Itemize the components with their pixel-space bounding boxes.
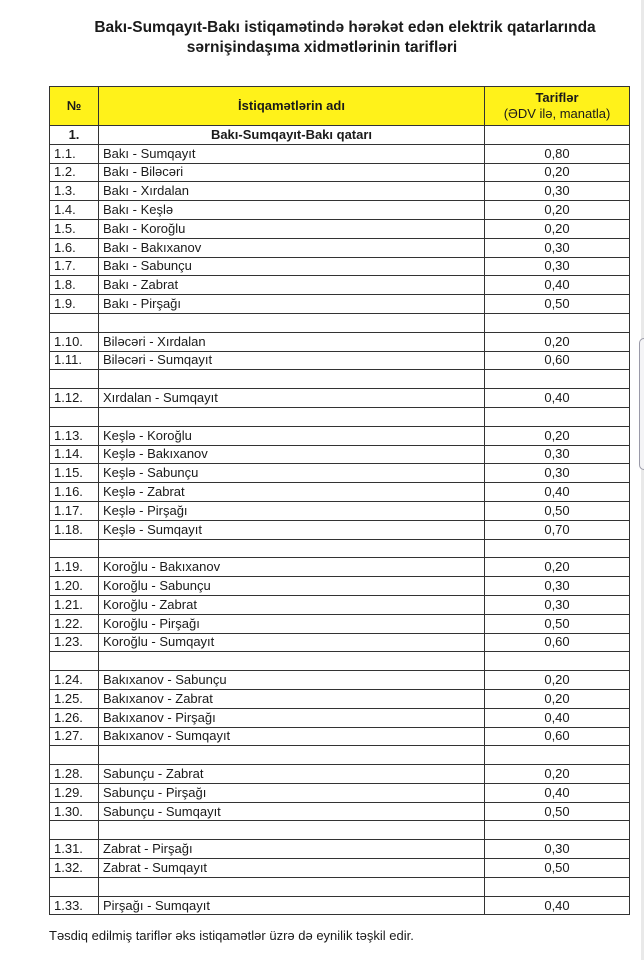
spacer-cell bbox=[485, 313, 630, 332]
route-name: Biləcəri - Sumqayıt bbox=[99, 351, 485, 370]
route-name: Koroğlu - Bakıxanov bbox=[99, 558, 485, 577]
spacer-row bbox=[50, 539, 630, 558]
table-row bbox=[50, 257, 630, 276]
table-row bbox=[50, 426, 630, 445]
route-name: Bakıxanov - Sumqayıt bbox=[99, 727, 485, 746]
spacer-cell bbox=[485, 746, 630, 765]
tariff-price: 0,50 bbox=[485, 295, 630, 314]
row-number: 1.1. bbox=[50, 144, 99, 163]
table-row bbox=[50, 351, 630, 370]
table-row bbox=[50, 219, 630, 238]
table-row bbox=[50, 840, 630, 859]
table-row bbox=[50, 483, 630, 502]
table-row bbox=[50, 783, 630, 802]
row-number: 1.14. bbox=[50, 445, 99, 464]
table-row bbox=[50, 671, 630, 690]
table-row bbox=[50, 295, 630, 314]
tariff-price: 0,60 bbox=[485, 351, 630, 370]
tariff-price: 0,30 bbox=[485, 182, 630, 201]
table-row bbox=[50, 276, 630, 295]
row-number: 1.26. bbox=[50, 708, 99, 727]
route-name: Pirşağı - Sumqayıt bbox=[99, 896, 485, 915]
spacer-row bbox=[50, 746, 630, 765]
spacer-row bbox=[50, 370, 630, 389]
route-name: Bakıxanov - Pirşağı bbox=[99, 708, 485, 727]
spacer-cell bbox=[50, 746, 99, 765]
route-name: Bakı - Zabrat bbox=[99, 276, 485, 295]
spacer-cell bbox=[50, 407, 99, 426]
tariff-price: 0,30 bbox=[485, 464, 630, 483]
row-number: 1.20. bbox=[50, 577, 99, 596]
tariff-price: 0,70 bbox=[485, 520, 630, 539]
table-row bbox=[50, 802, 630, 821]
table-row bbox=[50, 558, 630, 577]
table-header-row bbox=[50, 87, 630, 126]
table-row bbox=[50, 445, 630, 464]
tariff-price: 0,30 bbox=[485, 238, 630, 257]
footnote: Təsdiq edilmiş tariflər əks istiqamətlər üzrə də eynilik təşkil edir. bbox=[49, 928, 414, 943]
table-row bbox=[50, 238, 630, 257]
spacer-cell bbox=[99, 821, 485, 840]
header-price bbox=[485, 87, 630, 126]
row-number: 1.3. bbox=[50, 182, 99, 201]
row-number: 1.22. bbox=[50, 614, 99, 633]
tariff-price: 0,30 bbox=[485, 840, 630, 859]
row-number: 1.15. bbox=[50, 464, 99, 483]
tariff-price: 0,20 bbox=[485, 163, 630, 182]
spacer-row bbox=[50, 313, 630, 332]
route-name: Koroğlu - Pirşağı bbox=[99, 614, 485, 633]
spacer-cell bbox=[50, 370, 99, 389]
table-row bbox=[50, 765, 630, 784]
spacer-row bbox=[50, 877, 630, 896]
route-name: Bakı - Keşlə bbox=[99, 201, 485, 220]
route-name: Keşlə - Pirşağı bbox=[99, 501, 485, 520]
tariff-price: 0,60 bbox=[485, 727, 630, 746]
route-name: Biləcəri - Xırdalan bbox=[99, 332, 485, 351]
spacer-cell bbox=[50, 652, 99, 671]
header-price-title: Tariflər bbox=[535, 90, 579, 105]
route-name: Keşlə - Bakıxanov bbox=[99, 445, 485, 464]
row-number: 1.27. bbox=[50, 727, 99, 746]
page-title bbox=[0, 18, 644, 58]
spacer-cell bbox=[50, 313, 99, 332]
table-row bbox=[50, 577, 630, 596]
tariff-table bbox=[49, 86, 630, 915]
spacer-cell bbox=[50, 539, 99, 558]
tariff-price: 0,40 bbox=[485, 896, 630, 915]
scroll-handle[interactable] bbox=[639, 338, 644, 470]
table-row bbox=[50, 689, 630, 708]
section-row bbox=[50, 126, 630, 145]
table-row bbox=[50, 464, 630, 483]
table-row bbox=[50, 389, 630, 408]
spacer-row bbox=[50, 652, 630, 671]
route-name: Keşlə - Sabunçu bbox=[99, 464, 485, 483]
tariff-price: 0,40 bbox=[485, 276, 630, 295]
route-name: Bakı - Sabunçu bbox=[99, 257, 485, 276]
route-name: Koroğlu - Sumqayıt bbox=[99, 633, 485, 652]
route-name: Bakı - Bakıxanov bbox=[99, 238, 485, 257]
tariff-price: 0,40 bbox=[485, 389, 630, 408]
row-number: 1.8. bbox=[50, 276, 99, 295]
row-number: 1.13. bbox=[50, 426, 99, 445]
tariff-price: 0,20 bbox=[485, 765, 630, 784]
tariff-price: 0,30 bbox=[485, 577, 630, 596]
row-number: 1.11. bbox=[50, 351, 99, 370]
spacer-cell bbox=[485, 370, 630, 389]
row-number: 1.19. bbox=[50, 558, 99, 577]
tariff-price: 0,80 bbox=[485, 144, 630, 163]
table-row bbox=[50, 201, 630, 220]
spacer-cell bbox=[99, 746, 485, 765]
row-number: 1.29. bbox=[50, 783, 99, 802]
table-row bbox=[50, 182, 630, 201]
section-price-cell bbox=[485, 126, 630, 145]
route-name: Bakıxanov - Zabrat bbox=[99, 689, 485, 708]
row-number: 1.12. bbox=[50, 389, 99, 408]
table-row bbox=[50, 332, 630, 351]
route-name: Keşlə - Zabrat bbox=[99, 483, 485, 502]
header-route-name: İstiqamətlərin adı bbox=[99, 87, 485, 126]
tariff-price: 0,50 bbox=[485, 859, 630, 878]
spacer-cell bbox=[485, 652, 630, 671]
route-name: Bakı - Koroğlu bbox=[99, 219, 485, 238]
route-name: Bakı - Pirşağı bbox=[99, 295, 485, 314]
tariff-price: 0,50 bbox=[485, 802, 630, 821]
tariff-price: 0,30 bbox=[485, 257, 630, 276]
row-number: 1.28. bbox=[50, 765, 99, 784]
row-number: 1.21. bbox=[50, 595, 99, 614]
row-number: 1.33. bbox=[50, 896, 99, 915]
row-number: 1.23. bbox=[50, 633, 99, 652]
table-row bbox=[50, 633, 630, 652]
table-row bbox=[50, 727, 630, 746]
tariff-price: 0,30 bbox=[485, 445, 630, 464]
tariff-price: 0,20 bbox=[485, 558, 630, 577]
route-name: Zabrat - Pirşağı bbox=[99, 840, 485, 859]
header-no: № bbox=[50, 87, 99, 126]
row-number: 1.31. bbox=[50, 840, 99, 859]
title-line-1: Bakı-Sumqayıt-Bakı istiqamətində hərəkət edən elektrik qatarlarında bbox=[94, 19, 596, 36]
table-row bbox=[50, 520, 630, 539]
tariff-price: 0,40 bbox=[485, 483, 630, 502]
spacer-cell bbox=[99, 313, 485, 332]
table-row bbox=[50, 614, 630, 633]
route-name: Sabunçu - Sumqayıt bbox=[99, 802, 485, 821]
route-name: Koroğlu - Sabunçu bbox=[99, 577, 485, 596]
spacer-cell bbox=[99, 877, 485, 896]
table-row bbox=[50, 501, 630, 520]
tariff-price: 0,60 bbox=[485, 633, 630, 652]
tariff-price: 0,20 bbox=[485, 426, 630, 445]
row-number: 1.7. bbox=[50, 257, 99, 276]
table-row bbox=[50, 859, 630, 878]
row-number: 1.6. bbox=[50, 238, 99, 257]
route-name: Bakıxanov - Sabunçu bbox=[99, 671, 485, 690]
section-number: 1. bbox=[50, 126, 99, 145]
route-name: Sabunçu - Pirşağı bbox=[99, 783, 485, 802]
row-number: 1.16. bbox=[50, 483, 99, 502]
table-row bbox=[50, 163, 630, 182]
row-number: 1.4. bbox=[50, 201, 99, 220]
tariff-price: 0,50 bbox=[485, 501, 630, 520]
row-number: 1.30. bbox=[50, 802, 99, 821]
route-name: Sabunçu - Zabrat bbox=[99, 765, 485, 784]
route-name: Bakı - Sumqayıt bbox=[99, 144, 485, 163]
tariff-price: 0,20 bbox=[485, 332, 630, 351]
row-number: 1.18. bbox=[50, 520, 99, 539]
row-number: 1.32. bbox=[50, 859, 99, 878]
spacer-cell bbox=[485, 821, 630, 840]
table-row bbox=[50, 708, 630, 727]
spacer-cell bbox=[99, 539, 485, 558]
table-row bbox=[50, 595, 630, 614]
spacer-cell bbox=[50, 877, 99, 896]
spacer-row bbox=[50, 407, 630, 426]
spacer-cell bbox=[99, 407, 485, 426]
table-row bbox=[50, 896, 630, 915]
spacer-cell bbox=[485, 877, 630, 896]
route-name: Koroğlu - Zabrat bbox=[99, 595, 485, 614]
route-name: Zabrat - Sumqayıt bbox=[99, 859, 485, 878]
row-number: 1.9. bbox=[50, 295, 99, 314]
tariff-price: 0,20 bbox=[485, 689, 630, 708]
row-number: 1.24. bbox=[50, 671, 99, 690]
tariff-price: 0,40 bbox=[485, 708, 630, 727]
tariff-price: 0,40 bbox=[485, 783, 630, 802]
tariff-price: 0,20 bbox=[485, 201, 630, 220]
tariff-price: 0,20 bbox=[485, 671, 630, 690]
row-number: 1.25. bbox=[50, 689, 99, 708]
route-name: Bakı - Xırdalan bbox=[99, 182, 485, 201]
spacer-row bbox=[50, 821, 630, 840]
route-name: Keşlə - Koroğlu bbox=[99, 426, 485, 445]
tariff-price: 0,20 bbox=[485, 219, 630, 238]
row-number: 1.5. bbox=[50, 219, 99, 238]
route-name: Xırdalan - Sumqayıt bbox=[99, 389, 485, 408]
spacer-cell bbox=[485, 407, 630, 426]
spacer-cell bbox=[485, 539, 630, 558]
header-price-subtitle: (ƏDV ilə, manatla) bbox=[503, 106, 611, 121]
tariff-price: 0,30 bbox=[485, 595, 630, 614]
tariff-price: 0,50 bbox=[485, 614, 630, 633]
row-number: 1.2. bbox=[50, 163, 99, 182]
table-body bbox=[50, 126, 630, 915]
route-name: Bakı - Biləcəri bbox=[99, 163, 485, 182]
row-number: 1.10. bbox=[50, 332, 99, 351]
spacer-cell bbox=[99, 370, 485, 389]
row-number: 1.17. bbox=[50, 501, 99, 520]
route-name: Keşlə - Sumqayıt bbox=[99, 520, 485, 539]
section-name: Bakı-Sumqayıt-Bakı qatarı bbox=[99, 126, 485, 145]
table-row bbox=[50, 144, 630, 163]
spacer-cell bbox=[50, 821, 99, 840]
title-line-2: sərnişindaşıma xidmətlərinin tarifləri bbox=[186, 39, 458, 56]
spacer-cell bbox=[99, 652, 485, 671]
